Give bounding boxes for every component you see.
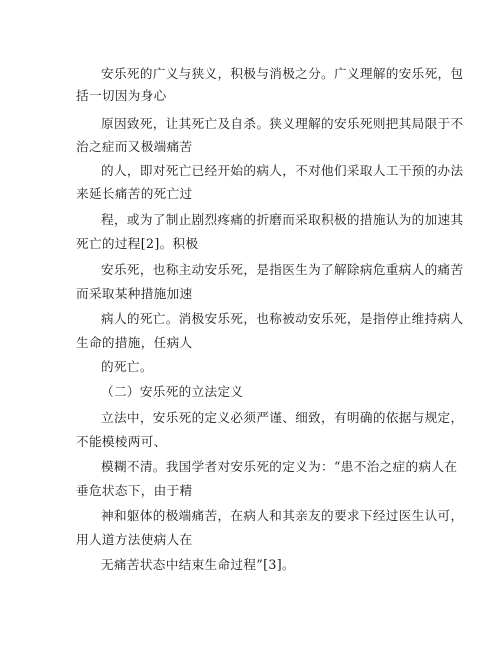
text-line: 括一切因为身心 (76, 88, 167, 103)
text-line: 病人的死亡。消极安乐死，也称被动安乐死，是指停止维持病人 (101, 311, 464, 326)
text-line: 的死亡。 (101, 359, 153, 374)
text-line: 神和躯体的极端痛苦，在病人和其亲友的要求下经过医生认可， (101, 508, 464, 523)
section-heading: （二）安乐死的立法定义 (101, 384, 244, 399)
text-line: 立法中，安乐死的定义必须严谨、细致，有明确的依据与规定， (101, 410, 464, 425)
text-line: 安乐死，也称主动安乐死，是指医生为了解除病危重病人的痛苦 (101, 262, 464, 277)
text-line: 无痛苦状态中结束生命过程”[3]。 (101, 557, 295, 572)
text-line: 垂危状态下，由于精 (76, 483, 193, 498)
text-line: 安乐死的广义与狭义，积极与消极之分。广义理解的安乐死，包 (101, 66, 464, 81)
text-line: 用人道方法使病人在 (76, 532, 193, 547)
text-line: 来延长痛苦的死亡过 (76, 186, 193, 201)
text-line: 治之症而又极端痛苦 (76, 139, 193, 154)
text-line: 死亡的过程[2]。积极 (76, 236, 199, 251)
text-line: 的人，即对死亡已经开始的病人，不对他们采取人工干预的办法 (101, 163, 464, 178)
text-line: 程，或为了制止剧烈疼痛的折磨而采取积极的措施认为的加速其 (101, 212, 464, 227)
text-line: 模糊不清。我国学者对安乐死的定义为：“患不治之症的病人在 (101, 459, 458, 474)
text-line: 生命的措施，任病人 (76, 335, 193, 350)
text-line: 而采取某种措施加速 (76, 286, 193, 301)
text-line: 不能模棱两可、 (76, 434, 167, 449)
text-line: 原因致死，让其死亡及自杀。狭义理解的安乐死则把其局限于不 (101, 116, 464, 131)
